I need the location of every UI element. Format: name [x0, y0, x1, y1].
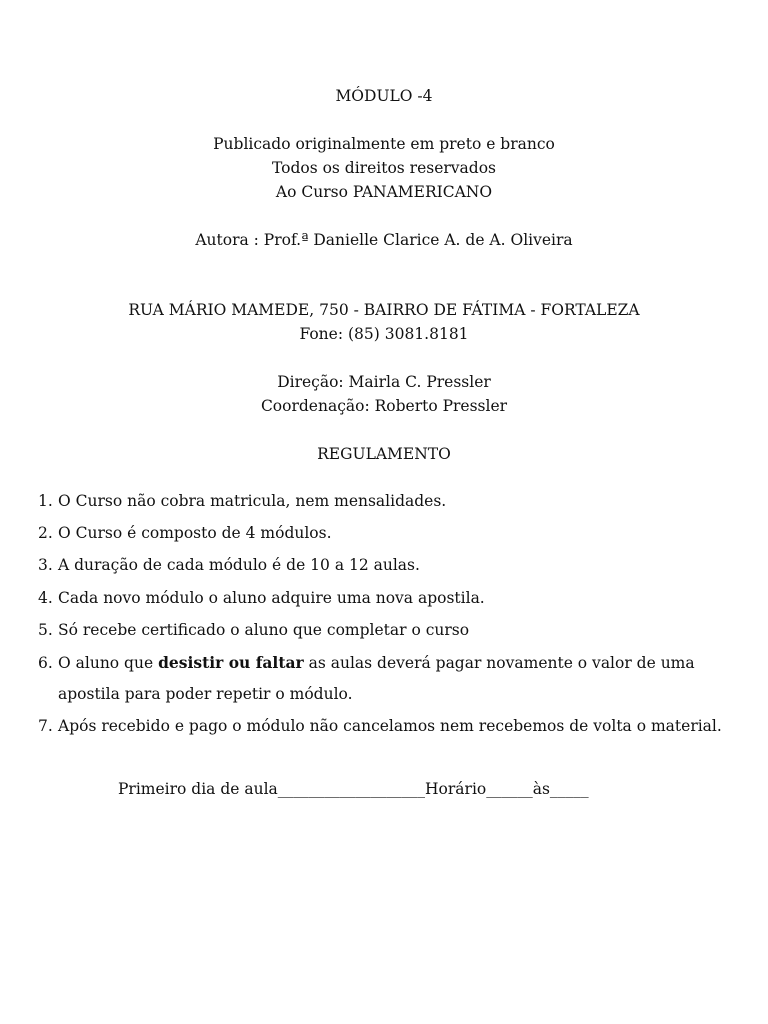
item-number: 1. [38, 492, 53, 510]
item-text: O Curso não cobra matricula, nem mensalidades. [58, 492, 447, 510]
module-title: MÓDULO -4 [335, 87, 433, 105]
coordination-line: Coordenação: Roberto Pressler [260, 397, 508, 415]
item-number: 2. [38, 524, 53, 542]
first-day-line: Primeiro dia de aula___________________Horário______às_____ [118, 780, 589, 798]
regulation-item-4 [38, 589, 485, 607]
owner-note: Ao Curso PANAMERICANO [275, 183, 493, 201]
author-line: Autora : Prof.ª Danielle Clarice A. de A. Oliveira [195, 231, 573, 249]
item-text-emphasis: desistir ou faltar [158, 653, 304, 672]
rights-note: Todos os direitos reservados [271, 159, 496, 177]
regulation-item-7 [38, 717, 722, 735]
item-number: 5. [38, 621, 53, 639]
item-number: 3. [38, 556, 53, 574]
item-text: Após recebido e pago o módulo não cancelamos nem recebemos de volta o material. [58, 717, 722, 735]
item-text: A duração de cada módulo é de 10 a 12 aulas. [58, 556, 420, 574]
item-text-rest: as aulas deverá pagar novamente o valor de uma [303, 654, 695, 672]
item-number: 4. [38, 589, 53, 607]
item-number: 6. [38, 654, 53, 672]
published-note: Publicado originalmente em preto e branco [213, 135, 555, 153]
phone-line: Fone: (85) 3081.8181 [299, 325, 469, 343]
item-text: Só recebe certificado o aluno que completar o curso [58, 621, 470, 639]
item-number: 7. [38, 717, 53, 735]
regulation-item-5 [38, 621, 469, 639]
regulation-title: REGULAMENTO [317, 445, 451, 463]
regulation-item-3 [38, 556, 420, 574]
direction-line: Direção: Mairla C. Pressler [277, 373, 491, 391]
regulation-item-6-continuation: apostila para poder repetir o módulo. [58, 685, 353, 703]
regulation-item-6 [38, 653, 695, 672]
item-text: Cada novo módulo o aluno adquire uma nova apostila. [58, 589, 485, 607]
regulation-item-1 [38, 492, 446, 510]
address-line: RUA MÁRIO MAMEDE, 750 - BAIRRO DE FÁTIMA - FORTALEZA [128, 301, 640, 319]
regulation-item-2 [38, 524, 332, 542]
item-text: O Curso é composto de 4 módulos. [58, 524, 332, 542]
item-text: O aluno que [58, 654, 159, 672]
